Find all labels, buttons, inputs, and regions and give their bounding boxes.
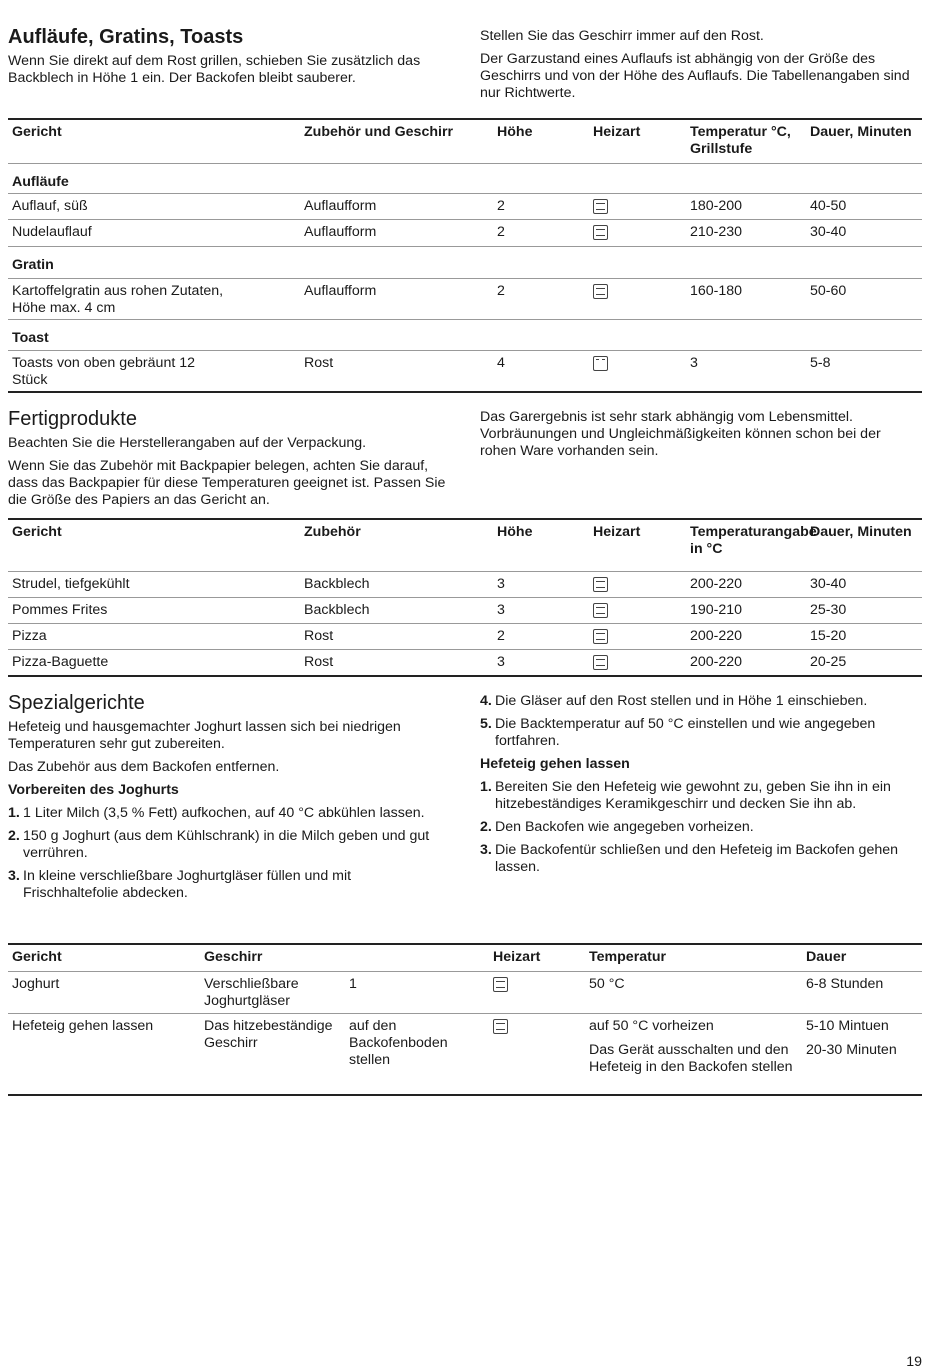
page-number: 19 (906, 1354, 922, 1370)
header-cell: Gericht (8, 519, 300, 571)
cell: auf den Backofenboden stellen (349, 1017, 448, 1068)
paragraph: Wenn Sie das Zubehör mit Backpapier belegen, achten Sie darauf, dass das Backpapier für diese Temperaturen geeignet ist. Passen Sie die Größe des Papiers an das Gericht an. (8, 458, 446, 508)
header-cell: Temperatur °C, Grillstufe (686, 119, 806, 163)
cell: 25-30 (806, 597, 922, 623)
section-fertigprodukte-right (480, 409, 910, 466)
table-row (8, 597, 922, 623)
header-cell: Temperaturangabe in °C (686, 519, 806, 571)
cell: Auflaufform (300, 219, 493, 246)
top-bottom-heat-icon (493, 977, 508, 992)
cell: Rost (304, 653, 334, 670)
cell: Rost (304, 354, 334, 371)
section-title: Spezialgerichte (8, 692, 145, 714)
cell: Backblech (300, 571, 493, 597)
header-cell: Gericht (8, 119, 300, 163)
cell: 3 (493, 571, 589, 597)
cell: 1 (345, 971, 489, 1013)
header-cell: Gericht (8, 944, 200, 971)
header-cell: Dauer (802, 944, 922, 971)
cell: Strudel, tiefgekühlt (8, 571, 300, 597)
table-row (8, 219, 922, 246)
step: 4. Die Gläser auf den Rost stellen und in Höhe 1 einschieben. (480, 693, 868, 709)
table-auflaeufe (8, 118, 922, 393)
cell: Auflauf, süß (8, 193, 300, 219)
top-bottom-heat-icon (593, 629, 608, 644)
table-header (8, 119, 922, 163)
cell: 190-210 (686, 597, 806, 623)
table-row (8, 1013, 922, 1095)
cell: 2 (493, 623, 589, 649)
section-spezialgerichte-right (480, 693, 924, 882)
cell: 15-20 (806, 623, 922, 649)
header-cell: Geschirr (200, 944, 489, 971)
cell: Backblech (300, 597, 493, 623)
table-fertigprodukte (8, 518, 922, 677)
section-auflaeufe (8, 25, 448, 93)
cell: 2 (493, 219, 589, 246)
table-row (8, 649, 922, 676)
paragraph: Das Zubehör aus dem Backofen entfernen. (8, 759, 280, 775)
table-header (8, 519, 922, 571)
section-fertigprodukte (8, 407, 456, 515)
cell: 3 (493, 597, 589, 623)
cell: Das hitzebeständige Geschirr (204, 1017, 333, 1051)
group-row (8, 246, 922, 278)
top-bottom-heat-icon (593, 225, 608, 240)
step: 2. Den Backofen wie angegeben vorheizen. (480, 819, 754, 835)
cell: 20-25 (810, 653, 847, 670)
grill-icon (593, 356, 608, 371)
top-bottom-heat-icon (593, 577, 608, 592)
cell: Joghurt (8, 971, 200, 1013)
cell: Rost (300, 623, 493, 649)
paragraph: Stellen Sie das Geschirr immer auf den Rost. (480, 28, 764, 44)
cell: Toasts von oben gebräunt 12 Stück (12, 354, 195, 388)
section-title: Fertigprodukte (8, 408, 137, 430)
cell: 160-180 (686, 278, 806, 319)
cell: 200-220 (686, 623, 806, 649)
header-cell: Zubehör (300, 519, 493, 571)
group-row (8, 319, 922, 350)
cell: 210-230 (686, 219, 806, 246)
cell: Pommes Frites (8, 597, 300, 623)
cell: 200-220 (690, 653, 743, 670)
cell: 3 (690, 354, 698, 371)
group-label: Gratin (8, 246, 922, 278)
subheading: Vorbereiten des Joghurts (8, 782, 179, 798)
table-row (8, 623, 922, 649)
table-header (8, 944, 922, 971)
header-cell: Heizart (589, 119, 686, 163)
group-label: Aufläufe (8, 163, 922, 193)
group-row (8, 163, 922, 193)
step: 3. In kleine verschließbare Joghurtgläser füllen und mit Frischhaltefolie abdecken. (8, 868, 352, 901)
table-row (8, 193, 922, 219)
subheading: Hefeteig gehen lassen (480, 756, 630, 772)
step: 3. Die Backofentür schließen und den Hefeteig im Backofen gehen lassen. (480, 842, 899, 875)
cell: Auflaufform (300, 278, 493, 319)
table-row (8, 971, 922, 1013)
paragraph: Beachten Sie die Herstellerangaben auf der Verpackung. (8, 435, 367, 451)
steps-hefeteig (480, 779, 924, 876)
cell: 30-40 (806, 219, 922, 246)
table-row (8, 278, 922, 319)
cell: 200-220 (686, 571, 806, 597)
top-bottom-heat-icon (493, 1019, 508, 1034)
cell: Kartoffelgratin aus rohen Zutaten, Höhe max. 4 cm (8, 278, 300, 319)
table-spezialgerichte (8, 943, 922, 1096)
cell: 50 °C (585, 971, 802, 1013)
section-title: Aufläufe, Gratins, Toasts (8, 26, 244, 48)
cell: 5-10 Mintuen 20-30 Minuten (806, 1017, 897, 1058)
steps-joghurt-cont (480, 693, 924, 750)
header-cell: Zubehör und Geschirr (300, 119, 493, 163)
paragraph: Hefeteig und hausgemachter Joghurt lassen sich bei niedrigen Temperaturen sehr gut zubereiten. (8, 719, 401, 752)
cell: Pizza (8, 623, 300, 649)
paragraph: Der Garzustand eines Auflaufs ist abhängig von der Größe des Geschirrs und von der Höhe des Auflaufs. Die Tabellenangaben sind nur Richtwerte. (480, 51, 910, 101)
header-cell: Höhe (493, 119, 589, 163)
top-bottom-heat-icon (593, 284, 608, 299)
cell: 180-200 (686, 193, 806, 219)
cell: 2 (493, 278, 589, 319)
cell: Auflaufform (300, 193, 493, 219)
top-bottom-heat-icon (593, 655, 608, 670)
step: 5. Die Backtemperatur auf 50 °C einstellen und wie angegeben fortfahren. (480, 716, 876, 749)
group-label: Toast (8, 319, 922, 350)
steps-joghurt (8, 805, 450, 902)
top-bottom-heat-icon (593, 199, 608, 214)
cell: 50-60 (806, 278, 922, 319)
header-cell: Temperatur (585, 944, 802, 971)
cell: Hefeteig gehen lassen (12, 1017, 154, 1034)
header-cell: Dauer, Minuten (806, 519, 922, 571)
table-row (8, 350, 922, 392)
header-cell: Heizart (589, 519, 686, 571)
cell: Nudelauflauf (8, 219, 300, 246)
header-cell: Dauer, Minuten (806, 119, 922, 163)
section-spezialgerichte (8, 691, 450, 908)
cell: Pizza-Baguette (12, 653, 109, 670)
cell: 30-40 (806, 571, 922, 597)
header-cell: Höhe (493, 519, 589, 571)
top-bottom-heat-icon (593, 603, 608, 618)
cell: Verschließbare Joghurtgläser (200, 971, 345, 1013)
table-row (8, 571, 922, 597)
cell: 6-8 Stunden (802, 971, 922, 1013)
cell: 2 (493, 193, 589, 219)
step: 1. 1 Liter Milch (3,5 % Fett) aufkochen, auf 40 °C abkühlen lassen. (8, 805, 425, 821)
paragraph: Das Garergebnis ist sehr stark abhängig vom Lebensmittel. Vorbräunungen und Ungleichmäßigkeiten können schon bei der rohen Ware vorhanden sein. (480, 409, 881, 459)
cell: 40-50 (806, 193, 922, 219)
step: 1. Bereiten Sie den Hefeteig wie gewohnt zu, geben Sie ihn in ein hitzebeständiges Keramikgeschirr und decken Sie ihn ab. (480, 779, 891, 812)
cell: 3 (497, 653, 505, 670)
header-cell: Heizart (489, 944, 585, 971)
paragraph: Wenn Sie direkt auf dem Rost grillen, schieben Sie zusätzlich das Backblech in Höhe 1 ein. Der Backofen bleibt sauberer. (8, 53, 421, 86)
cell: 5-8 (810, 354, 831, 371)
cell: 4 (497, 354, 505, 371)
section-auflaeufe-right (480, 28, 920, 108)
cell: auf 50 °C vorheizen Das Gerät ausschalten und den Hefeteig in den Backofen stellen (589, 1017, 793, 1075)
step: 2. 150 g Joghurt (aus dem Kühlschrank) in die Milch geben und gut verrühren. (8, 828, 430, 861)
